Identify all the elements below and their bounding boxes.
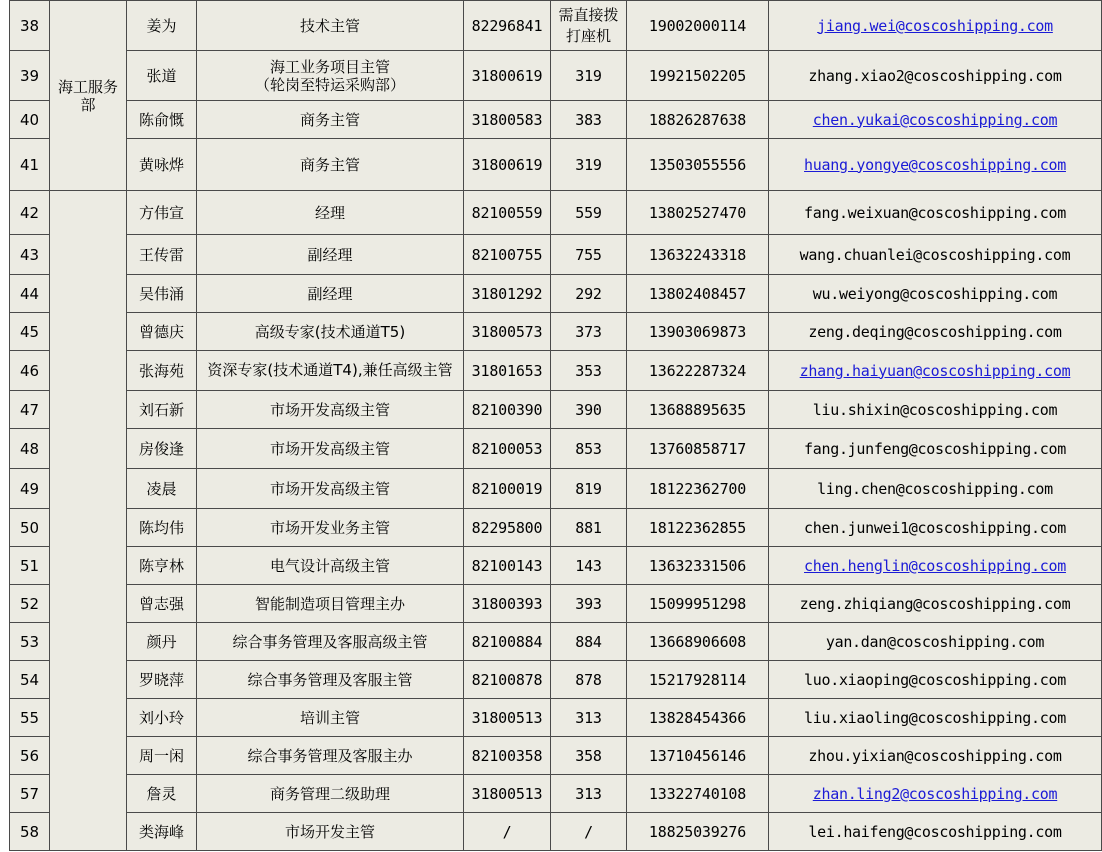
extension-cell: 390 [551,391,627,429]
email-link[interactable]: jiang.wei@coscoshipping.com [769,1,1102,51]
phone-cell: 82100755 [464,235,551,275]
table-row [10,351,1102,391]
position-cell: 资深专家(技术通道T4),兼任高级主管 [197,351,464,391]
email-link[interactable]: zhan.ling2@coscoshipping.com [769,775,1102,813]
phone-cell: 82100019 [464,469,551,509]
email-cell: zhang.xiao2@coscoshipping.com [769,51,1102,101]
table-row [10,139,1102,191]
table-row [10,509,1102,547]
table-row [10,585,1102,623]
name-cell: 罗晓萍 [127,661,197,699]
phone-cell: 82295800 [464,509,551,547]
extension-cell: 559 [551,191,627,235]
name-cell: 凌晨 [127,469,197,509]
row-number-cell: 42 [10,191,50,235]
position-cell: 海工业务项目主管 （轮岗至特运采购部） [197,51,464,101]
table-row [10,737,1102,775]
row-number-cell: 48 [10,429,50,469]
position-cell: 副经理 [197,235,464,275]
email-cell: fang.weixuan@coscoshipping.com [769,191,1102,235]
row-number-cell: 53 [10,623,50,661]
extension-cell: 393 [551,585,627,623]
position-cell: 综合事务管理及客服主办 [197,737,464,775]
name-cell: 曾志强 [127,585,197,623]
row-number-cell: 47 [10,391,50,429]
name-cell: 陈亨林 [127,547,197,585]
table-row [10,1,1102,51]
extension-cell: 819 [551,469,627,509]
table-row [10,235,1102,275]
position-cell: 综合事务管理及客服主管 [197,661,464,699]
email-cell: zeng.deqing@coscoshipping.com [769,313,1102,351]
row-number-cell: 50 [10,509,50,547]
position-cell: 培训主管 [197,699,464,737]
extension-cell: 319 [551,139,627,191]
email-cell: liu.shixin@coscoshipping.com [769,391,1102,429]
position-cell: 商务主管 [197,101,464,139]
email-link[interactable]: chen.henglin@coscoshipping.com [769,547,1102,585]
row-number-cell: 58 [10,813,50,851]
table-row [10,699,1102,737]
phone-cell: 82100878 [464,661,551,699]
mobile-cell: 13322740108 [627,775,769,813]
extension-cell: 881 [551,509,627,547]
email-cell: liu.xiaoling@coscoshipping.com [769,699,1102,737]
phone-cell: 31800393 [464,585,551,623]
mobile-cell: 18825039276 [627,813,769,851]
position-cell: 市场开发高级主管 [197,391,464,429]
extension-cell: 143 [551,547,627,585]
row-number-cell: 45 [10,313,50,351]
row-number-cell: 41 [10,139,50,191]
mobile-cell: 18826287638 [627,101,769,139]
phone-cell: 82100143 [464,547,551,585]
table-row [10,191,1102,235]
name-cell: 陈均伟 [127,509,197,547]
row-number-cell: 57 [10,775,50,813]
email-cell: chen.junwei1@coscoshipping.com [769,509,1102,547]
name-cell: 房俊逢 [127,429,197,469]
table-row [10,101,1102,139]
row-number-cell: 44 [10,275,50,313]
name-cell: 姜为 [127,1,197,51]
table-row [10,623,1102,661]
row-number-cell: 56 [10,737,50,775]
email-cell: zhou.yixian@coscoshipping.com [769,737,1102,775]
name-cell: 刘小玲 [127,699,197,737]
table-row [10,429,1102,469]
mobile-cell: 18122362855 [627,509,769,547]
name-cell: 颜丹 [127,623,197,661]
email-cell: wu.weiyong@coscoshipping.com [769,275,1102,313]
phone-cell: 31800619 [464,139,551,191]
email-cell: wang.chuanlei@coscoshipping.com [769,235,1102,275]
mobile-cell: 13503055556 [627,139,769,191]
email-cell: luo.xiaoping@coscoshipping.com [769,661,1102,699]
table-row [10,547,1102,585]
mobile-cell: 13668906608 [627,623,769,661]
extension-cell: 需直接拨打座机 [551,1,627,51]
extension-cell: 853 [551,429,627,469]
row-number-cell: 49 [10,469,50,509]
mobile-cell: 13632243318 [627,235,769,275]
mobile-cell: 13760858717 [627,429,769,469]
name-cell: 吴伟涌 [127,275,197,313]
phone-cell: 82100559 [464,191,551,235]
mobile-cell: 13622287324 [627,351,769,391]
row-number-cell: 51 [10,547,50,585]
email-cell: lei.haifeng@coscoshipping.com [769,813,1102,851]
phone-cell: / [464,813,551,851]
table-row [10,51,1102,101]
row-number-cell: 52 [10,585,50,623]
phone-cell: 31801653 [464,351,551,391]
email-cell: zeng.zhiqiang@coscoshipping.com [769,585,1102,623]
extension-cell: 358 [551,737,627,775]
name-cell: 詹灵 [127,775,197,813]
mobile-cell: 15217928114 [627,661,769,699]
phone-cell: 31800513 [464,699,551,737]
name-cell: 类海峰 [127,813,197,851]
mobile-cell: 15099951298 [627,585,769,623]
position-cell: 副经理 [197,275,464,313]
mobile-cell: 13632331506 [627,547,769,585]
extension-cell: 884 [551,623,627,661]
row-number-cell: 38 [10,1,50,51]
mobile-cell: 18122362700 [627,469,769,509]
mobile-cell: 13903069873 [627,313,769,351]
position-cell: 智能制造项目管理主办 [197,585,464,623]
phone-cell: 82100053 [464,429,551,469]
name-cell: 方伟宣 [127,191,197,235]
name-cell: 王传雷 [127,235,197,275]
table-row [10,469,1102,509]
extension-cell: 878 [551,661,627,699]
position-cell: 市场开发高级主管 [197,469,464,509]
contact-table-body [10,0,1102,851]
mobile-cell: 13688895635 [627,391,769,429]
row-number-cell: 55 [10,699,50,737]
phone-cell: 82100390 [464,391,551,429]
row-number-cell: 43 [10,235,50,275]
table-row [10,313,1102,351]
name-cell: 曾德庆 [127,313,197,351]
phone-cell: 31800583 [464,101,551,139]
position-cell: 市场开发业务主管 [197,509,464,547]
position-cell: 市场开发主管 [197,813,464,851]
extension-cell: 373 [551,313,627,351]
row-number-cell: 54 [10,661,50,699]
name-cell: 张海苑 [127,351,197,391]
mobile-cell: 13802527470 [627,191,769,235]
position-cell: 经理 [197,191,464,235]
name-cell: 黄咏烨 [127,139,197,191]
table-row [10,275,1102,313]
extension-cell: 319 [551,51,627,101]
email-cell: yan.dan@coscoshipping.com [769,623,1102,661]
name-cell: 张道 [127,51,197,101]
extension-cell: 353 [551,351,627,391]
position-cell: 电气设计高级主管 [197,547,464,585]
position-cell: 商务主管 [197,139,464,191]
phone-cell: 82100884 [464,623,551,661]
email-link[interactable]: huang.yongye@coscoshipping.com [769,139,1102,191]
table-row [10,661,1102,699]
position-cell: 商务管理二级助理 [197,775,464,813]
contact-table [9,0,1102,851]
email-cell: fang.junfeng@coscoshipping.com [769,429,1102,469]
extension-cell: 313 [551,699,627,737]
phone-cell: 31800619 [464,51,551,101]
position-cell: 高级专家(技术通道T5) [197,313,464,351]
row-number-cell: 39 [10,51,50,101]
row-number-cell: 40 [10,101,50,139]
phone-cell: 82100358 [464,737,551,775]
table-row [10,775,1102,813]
phone-cell: 82296841 [464,1,551,51]
name-cell: 周一闲 [127,737,197,775]
name-cell: 陈俞慨 [127,101,197,139]
department-cell [50,191,127,851]
phone-cell: 31800513 [464,775,551,813]
extension-cell: 313 [551,775,627,813]
table-row [10,391,1102,429]
mobile-cell: 19002000114 [627,1,769,51]
mobile-cell: 13710456146 [627,737,769,775]
mobile-cell: 13828454366 [627,699,769,737]
mobile-cell: 13802408457 [627,275,769,313]
extension-cell: 755 [551,235,627,275]
department-cell: 海工服务部 [50,1,127,191]
name-cell: 刘石新 [127,391,197,429]
extension-cell: 292 [551,275,627,313]
table-row [10,813,1102,851]
position-cell: 技术主管 [197,1,464,51]
position-cell: 综合事务管理及客服高级主管 [197,623,464,661]
mobile-cell: 19921502205 [627,51,769,101]
phone-cell: 31800573 [464,313,551,351]
extension-cell: 383 [551,101,627,139]
position-cell: 市场开发高级主管 [197,429,464,469]
phone-cell: 31801292 [464,275,551,313]
email-link[interactable]: chen.yukai@coscoshipping.com [769,101,1102,139]
email-link[interactable]: zhang.haiyuan@coscoshipping.com [769,351,1102,391]
row-number-cell: 46 [10,351,50,391]
extension-cell: / [551,813,627,851]
email-cell: ling.chen@coscoshipping.com [769,469,1102,509]
